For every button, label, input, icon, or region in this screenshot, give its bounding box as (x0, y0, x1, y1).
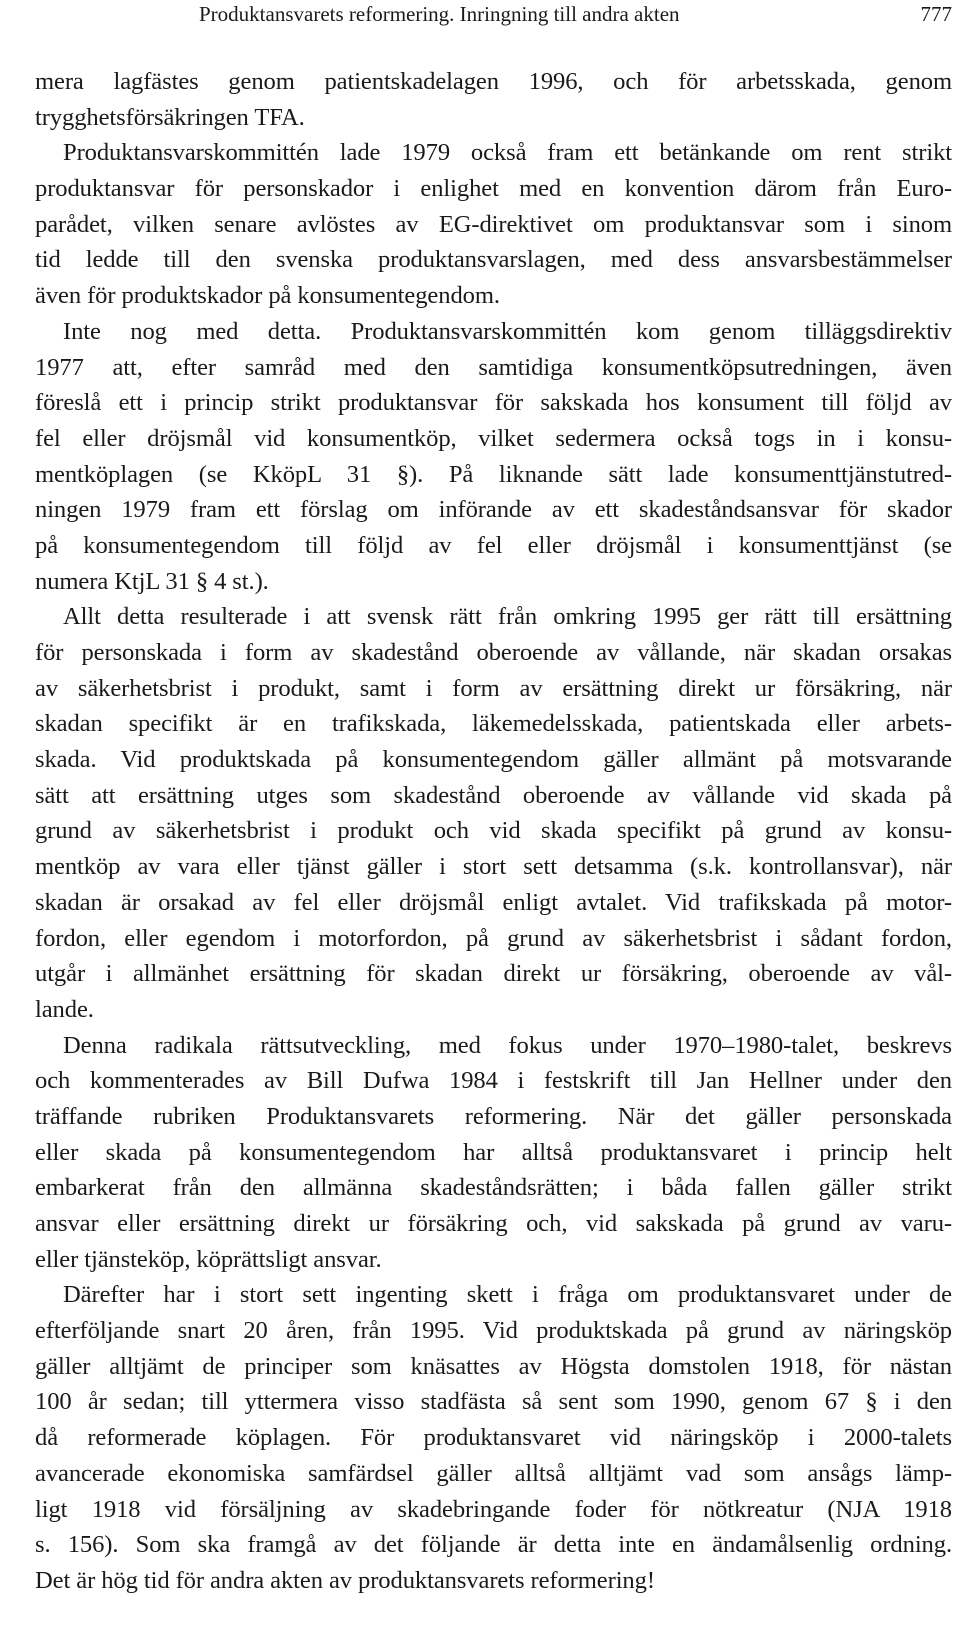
text-line: produktansvar för personskador i enlighet med en konvention därom från Euro- (35, 175, 952, 203)
text-line: mera lagfästes genom patientskadelagen 1996, och för arbetsskada, genom (35, 68, 952, 95)
text-line: avancerade ekonomiska samfärdsel gäller alltså alltjämt vad som ansågs lämp- (35, 1459, 952, 1487)
text-line: skada. Vid produktskada på konsumentegendom gäller allmänt på motsvarande (35, 746, 952, 774)
text-line: efterföljande snart 20 åren, från 1995. Vid produktskada på grund av näringsköp (35, 1317, 952, 1345)
text-line: fel eller dröjsmål vid konsumentköp, vilket sedermera också togs in i konsu- (35, 424, 952, 452)
text-line: parådet, vilken senare avlöstes av EG-direktivet om produktansvar som i sinom (35, 210, 952, 238)
text-line: Därefter har i stort sett ingenting skett i fråga om produktansvaret under de (63, 1281, 952, 1309)
text-line: för personskada i form av skadestånd oberoende av vållande, när skadan orsakas (35, 639, 952, 666)
text-line: Allt detta resulterade i att svensk rätt från omkring 1995 ger rätt till ersättning (63, 603, 952, 631)
text-line: grund av säkerhetsbrist i produkt och vid skada specifikt på grund av konsu- (35, 817, 952, 845)
text-line: ansvar eller ersättning direkt ur försäkring och, vid sakskada på grund av varu- (35, 1210, 952, 1237)
text-line: embarkerat från den allmänna skadeståndsrätten; i båda fallen gäller strikt (35, 1174, 952, 1202)
text-line: skadan är orsakad av fel eller dröjsmål enligt avtalet. Vid trafikskada på motor- (35, 888, 952, 916)
running-header (0, 0, 960, 28)
text-line: på konsumentegendom till följd av fel eller dröjsmål i konsumenttjänst (se (35, 531, 952, 559)
text-line: Denna radikala rättsutveckling, med fokus under 1970–1980-talet, beskrevs (63, 1031, 952, 1059)
text-line: lande. (35, 995, 94, 1023)
text-line: eller skada på konsumentegendom har alltså produktansvaret i princip helt (35, 1138, 952, 1166)
text-line: trygghetsförsäkringen TFA. (35, 103, 305, 131)
text-line: då reformerade köplagen. För produktansvaret vid näringsköp i 2000-talets (35, 1424, 952, 1452)
text-line: av säkerhetsbrist i produkt, samt i form av ersättning direkt ur försäkring, när (35, 674, 952, 702)
text-line: gäller alltjämt de principer som knäsattes av Högsta domstolen 1918, för nästan (35, 1352, 952, 1380)
text-line: föreslå ett i princip strikt produktansvar för sakskada hos konsument till följd av (35, 389, 952, 417)
text-line: utgår i allmänhet ersättning för skadan direkt ur försäkring, oberoende av vål- (35, 960, 952, 988)
body-text (35, 64, 952, 1599)
text-line: 1977 att, efter samråd med den samtidiga konsumentköpsutredningen, även (35, 353, 952, 381)
text-line: tid ledde till den svenska produktansvarslagen, med dess ansvarsbestämmelser (35, 246, 952, 274)
text-line: fordon, eller egendom i motorfordon, på grund av säkerhetsbrist i sådant fordon, (35, 924, 952, 952)
text-line: s. 156). Som ska framgå av det följande är detta inte en ändamålsenlig ordning. (35, 1531, 952, 1559)
text-line: Produktansvarskommittén lade 1979 också fram ett betänkande om rent strikt (63, 139, 952, 167)
text-line: även för produktskador på konsumentegendom. (35, 282, 500, 310)
text-line: och kommenterades av Bill Dufwa 1984 i festskrift till Jan Hellner under den (35, 1067, 952, 1095)
text-line: Det är hög tid för andra akten av produktansvarets reformering! (35, 1566, 655, 1594)
text-line: ningen 1979 fram ett förslag om införande av ett skadeståndsansvar för skador (35, 496, 952, 524)
text-line: 100 år sedan; till yttermera visso stadfästa så sent som 1990, genom 67 § i den (35, 1388, 952, 1416)
page-number: 777 (920, 2, 952, 26)
text-line: sätt att ersättning utges som skadestånd oberoende av vållande vid skada på (35, 781, 952, 809)
text-line: skadan specifikt är en trafikskada, läkemedelsskada, patientskada eller arbets- (35, 710, 952, 738)
running-title: Produktansvarets reformering. Inringning till andra akten (199, 2, 680, 26)
text-line: Inte nog med detta. Produktansvarskommittén kom genom tilläggsdirektiv (63, 317, 952, 345)
text-line: eller tjänsteköp, köprättsligt ansvar. (35, 1245, 382, 1273)
text-line: ligt 1918 vid försäljning av skadebringande foder för nötkreatur (NJA 1918 (35, 1495, 952, 1523)
text-line: träffande rubriken Produktansvarets reformering. När det gäller personskada (35, 1102, 952, 1130)
text-line: mentköp av vara eller tjänst gäller i stort sett detsamma (s.k. kontrollansvar), när (35, 853, 952, 881)
text-line: numera KtjL 31 § 4 st.). (35, 567, 269, 595)
text-line: mentköplagen (se KköpL 31 §). På liknande sätt lade konsumenttjänstutred- (35, 460, 952, 488)
